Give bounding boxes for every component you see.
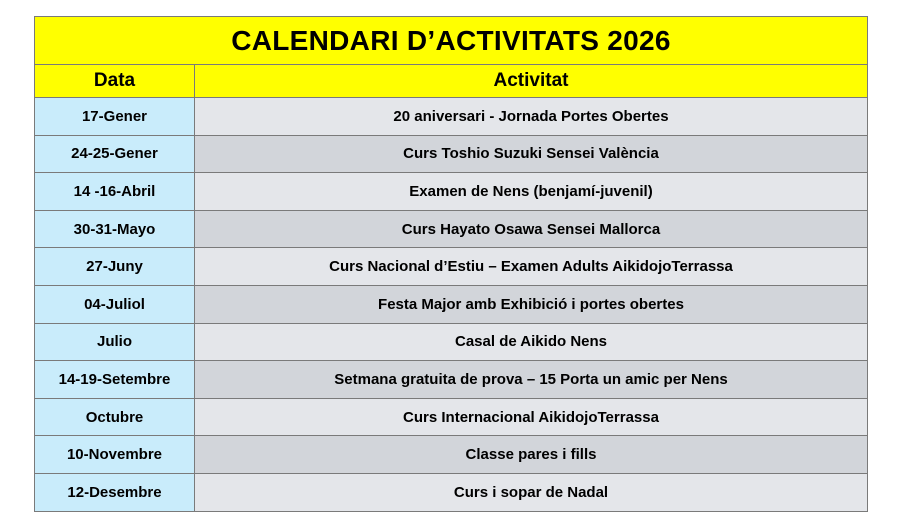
date-cell: 04-Juliol <box>35 285 195 323</box>
activity-cell: Curs Nacional d’Estiu – Examen Adults AikidojoTerrassa <box>195 248 868 286</box>
activity-cell: Curs Internacional AikidojoTerrassa <box>195 398 868 436</box>
activity-cell: Classe pares i fills <box>195 436 868 474</box>
activity-cell: Setmana gratuita de prova – 15 Porta un amic per Nens <box>195 361 868 399</box>
table-row <box>35 210 868 248</box>
activities-calendar-table <box>34 16 868 512</box>
date-cell: 30-31-Mayo <box>35 210 195 248</box>
table-row <box>35 285 868 323</box>
table-row <box>35 473 868 511</box>
date-cell: 12-Desembre <box>35 473 195 511</box>
activity-cell: Curs Hayato Osawa Sensei Mallorca <box>195 210 868 248</box>
activity-column-header: Activitat <box>195 65 868 98</box>
calendar-title: CALENDARI D’ACTIVITATS 2026 <box>35 17 868 65</box>
date-cell: Octubre <box>35 398 195 436</box>
table-row <box>35 436 868 474</box>
table-row <box>35 135 868 173</box>
activity-cell: Examen de Nens (benjamí-juvenil) <box>195 173 868 211</box>
table-row <box>35 173 868 211</box>
table-row <box>35 361 868 399</box>
table-row <box>35 398 868 436</box>
table-row <box>35 323 868 361</box>
title-row <box>35 17 868 65</box>
date-cell: 24-25-Gener <box>35 135 195 173</box>
activity-cell: 20 aniversari - Jornada Portes Obertes <box>195 98 868 136</box>
table-row <box>35 248 868 286</box>
date-cell: Julio <box>35 323 195 361</box>
date-cell: 10-Novembre <box>35 436 195 474</box>
date-cell: 14-19-Setembre <box>35 361 195 399</box>
column-header-row <box>35 65 868 98</box>
date-cell: 27-Juny <box>35 248 195 286</box>
activity-cell: Casal de Aikido Nens <box>195 323 868 361</box>
table-row <box>35 98 868 136</box>
activity-cell: Curs Toshio Suzuki Sensei València <box>195 135 868 173</box>
activity-cell: Curs i sopar de Nadal <box>195 473 868 511</box>
activity-cell: Festa Major amb Exhibició i portes obertes <box>195 285 868 323</box>
date-cell: 14 -16-Abril <box>35 173 195 211</box>
date-cell: 17-Gener <box>35 98 195 136</box>
date-column-header: Data <box>35 65 195 98</box>
